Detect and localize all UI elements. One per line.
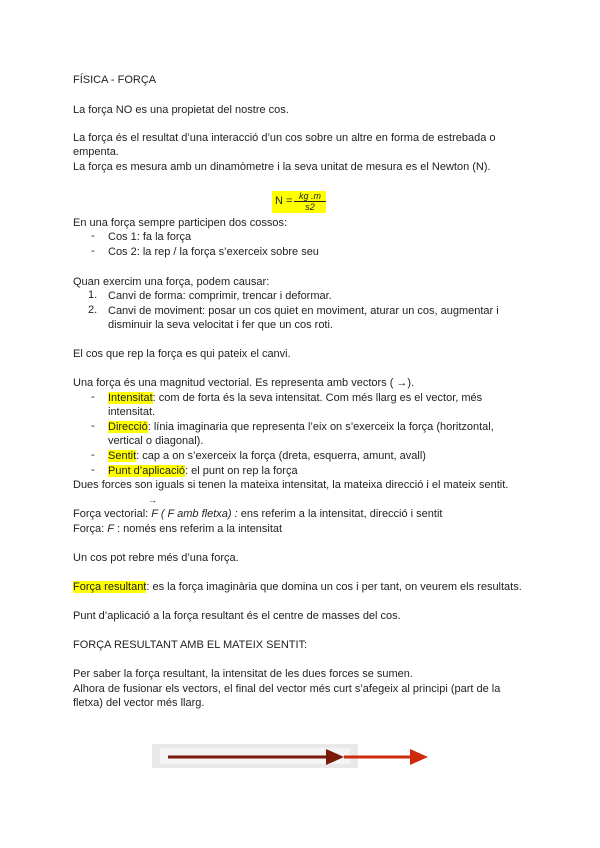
paragraph <box>73 522 282 536</box>
paragraph: empenta. <box>73 146 119 158</box>
resultant-vector-diagram <box>0 730 600 790</box>
document-title: FÍSICA - FORÇA <box>73 74 157 86</box>
bullet-dash: - <box>91 230 95 242</box>
term-definition: : el punt on rep la força <box>185 465 298 477</box>
paragraph: Alhora de fusionar els vectors, el final del vector més curt s’afegeix al principi (part de la <box>73 683 501 695</box>
newton-formula <box>272 191 326 213</box>
list-item: Canvi de moviment: posar un cos quiet en moviment, aturar un cos, augmentar i <box>108 305 499 317</box>
paragraph <box>73 507 442 521</box>
term-definition: : cap a on s’exerceix la força (dreta, esquerra, amunt, avall) <box>136 450 426 462</box>
paragraph: fletxa) del vector més llarg. <box>73 697 205 709</box>
term-highlight: Direcció <box>108 421 148 433</box>
list-item-continuation: disminuir la seva velocitat i fer que un cos roti. <box>108 319 333 331</box>
vector-force-symbol: F ( F amb fletxa) : <box>151 508 238 520</box>
formula-fraction <box>294 191 326 212</box>
paragraph <box>73 580 522 594</box>
list-number: 1. <box>88 289 98 301</box>
bullet-dash: - <box>91 245 95 257</box>
bullet-dash: - <box>91 449 95 461</box>
list-item <box>108 464 298 478</box>
short-vector-arrowhead <box>410 749 428 765</box>
vector-force-label: Força vectorial: <box>73 508 152 520</box>
paragraph: Una força és una magnitud vectorial. Es representa amb vectors ( →). <box>73 377 415 389</box>
list-item <box>108 420 494 434</box>
term-highlight: Sentit <box>108 450 137 462</box>
term-definition: : es la força imaginària que domina un cos i per tant, on veurem els resultats. <box>146 581 522 593</box>
force-label: Força: <box>73 523 108 535</box>
list-number: 2. <box>88 304 98 316</box>
term-highlight: Força resultant <box>73 581 147 593</box>
paragraph: Per saber la força resultant, la intensitat de les dues forces se sumen. <box>73 668 413 680</box>
formula-lhs: N = <box>275 195 293 207</box>
term-highlight: Punt d’aplicació <box>108 465 186 477</box>
term-definition: : línia imaginaria que representa l’eix on s’exerceix la força (horitzontal, <box>147 421 494 433</box>
vector-force-desc: ens referim a la intensitat, direcció i sentit <box>237 508 443 520</box>
paragraph: El cos que rep la força es qui pateix el canvi. <box>73 348 291 360</box>
force-symbol: F <box>107 523 114 535</box>
list-item <box>108 391 482 405</box>
list-item: Cos 2: la rep / la força s’exerceix sobre seu <box>108 246 319 258</box>
vector-arrow-symbol: → <box>148 495 157 505</box>
section-heading: FORÇA RESULTANT AMB EL MATEIX SENTIT: <box>73 639 308 651</box>
paragraph: Dues forces son iguals si tenen la mateixa intensitat, la mateixa direcció i el mateix sentit. <box>73 479 509 491</box>
paragraph: Un cos pot rebre més d’una força. <box>73 552 239 564</box>
paragraph: La força es mesura amb un dinamòmetre i la seva unitat de mesura es el Newton (N). <box>73 161 491 173</box>
paragraph: En una força sempre participen dos cossos: <box>73 217 288 229</box>
paragraph: La força NO es una propietat del nostre cos. <box>73 104 289 116</box>
list-item: Cos 1: fa la força <box>108 231 192 243</box>
formula-denominator: s2 <box>305 202 315 212</box>
bullet-dash: - <box>91 391 95 403</box>
list-item-continuation: intensitat. <box>108 406 156 418</box>
term-highlight: Intensitat <box>108 392 153 404</box>
term-definition: : com de forta és la seva intensitat. Com més llarg es el vector, més <box>152 392 483 404</box>
list-item: Canvi de forma: comprimir, trencar i deformar. <box>108 290 332 302</box>
bullet-dash: - <box>91 420 95 432</box>
formula-numerator: kg .m <box>294 191 326 202</box>
bullet-dash: - <box>91 464 95 476</box>
force-desc: : només ens referim a la intensitat <box>113 523 283 535</box>
paragraph: La força és el resultat d’una interacció d’un cos sobre un altre en forma de estrebada o <box>73 132 496 144</box>
paragraph: Quan exercim una força, podem causar: <box>73 276 270 288</box>
paragraph: Punt d’aplicació a la força resultant és el centre de masses del cos. <box>73 610 401 622</box>
list-item <box>108 449 426 463</box>
list-item-continuation: vertical o diagonal). <box>108 435 204 447</box>
